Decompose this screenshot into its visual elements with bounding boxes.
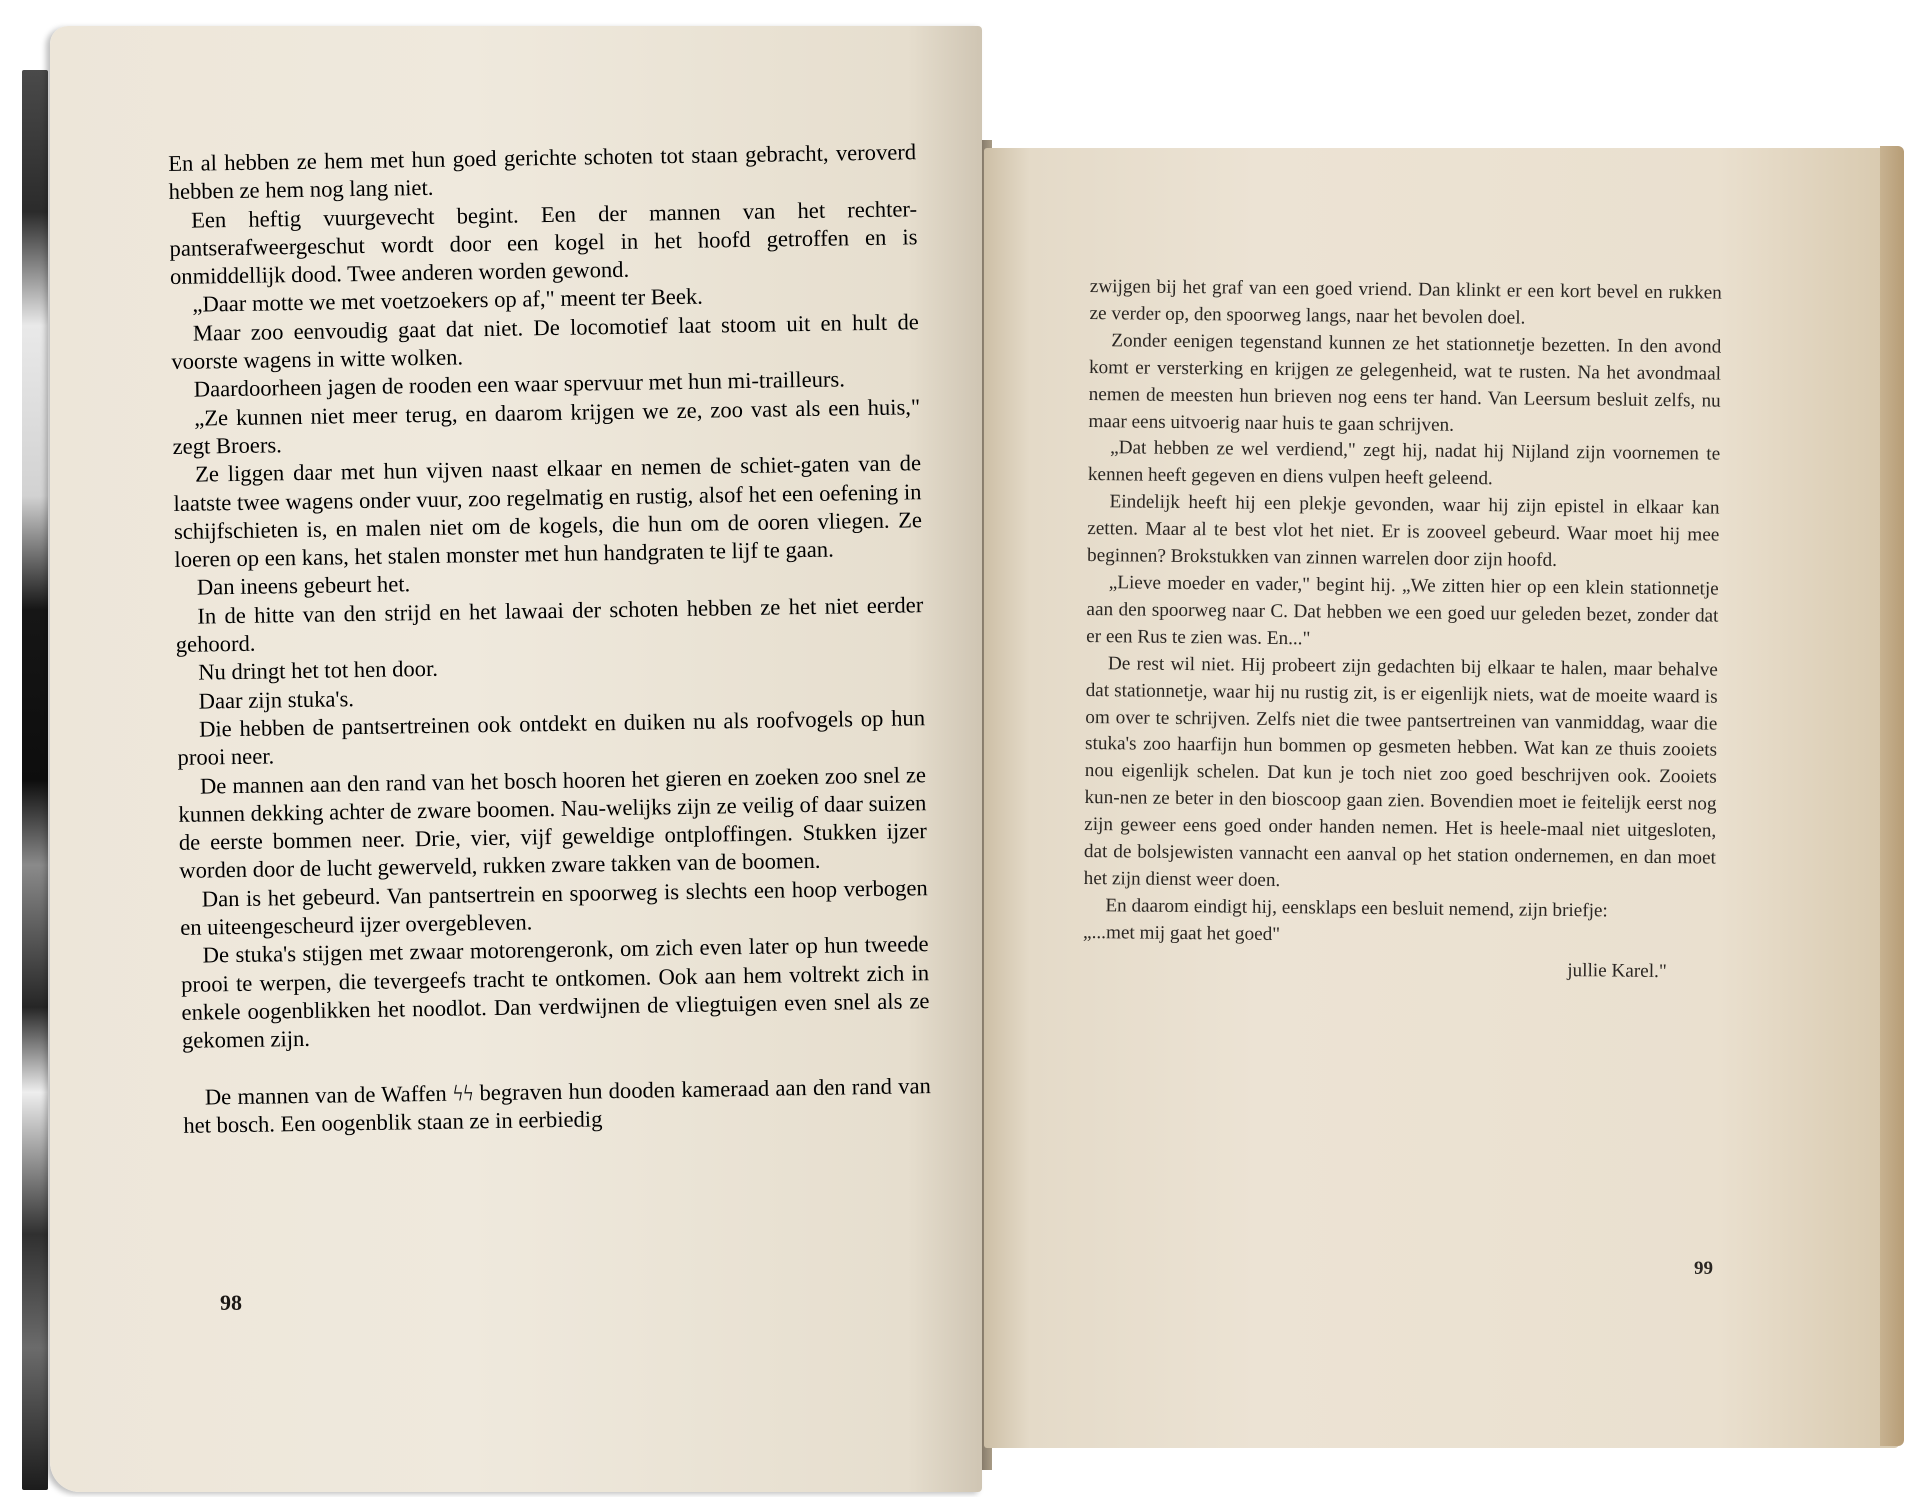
paragraph: Een heftig vuurgevecht begint. Een der mannen van het rechter-pantserafweergeschut wordt door een kogel in het hoofd getroffen en is onmiddellijk dood. Twee anderen worden gewond. (169, 195, 918, 290)
right-page-text (1083, 274, 1722, 986)
paragraph: De mannen van de Waffen ϟϟ begraven hun dooden kameraad aan den rand van het bosch. Een oogenblik staan ze in eerbiedig (183, 1072, 931, 1138)
paragraph: De rest wil niet. Hij probeert zijn gedachten bij elkaar te halen, maar behalve dat stationnetje, waar hij nu rustig zit, is er eigenlijk niets, wat de moeite waard is om over te schrijven. Zelfs niet die twee pantsertreinen van vanmiddag, waar die stuka's zoo haarfijn hun bommen op gesmeten hebben. Wat kan ze thuis zooiets nou eigenlijk schelen. Dat kun je toch niet zoo goed beschrijven ook. Zooiets kun-nen ze beter in den bioscoop gaan zien. Bovendien moet ie feitelijk eerst nog zijn geweer eens goed onder handen nemen. Het is heele-maal niet uitgesloten, dat de bolsjewisten vannacht een aanval op het station ondernemen, en dan moet het zijn dienst weer doen. (1083, 652, 1718, 891)
paragraph: „Ze kunnen niet meer terug, en daarom krijgen we ze, zoo vast als een huis," zegt Broers. (172, 393, 921, 459)
paragraph: In de hitte van den strijd en het lawaai der schoten hebben ze het niet eerder gehoord. (175, 591, 924, 657)
paragraph: „Dat hebben ze wel verdiend," zegt hij, nadat hij Nijland zijn voornemen te kennen heeft gegeven en diens vulpen heeft geleend. (1087, 437, 1721, 490)
paragraph: Dan is het gebeurd. Van pantsertrein en spoorweg is slechts een hoop verbogen en uiteengescheurd ijzer overgebleven. (180, 874, 928, 940)
paragraph: zwijgen bij het graf van een goed vriend. Dan klinkt er een kort bevel en rukken ze verder op, den spoorweg langs, naar het bevolen doel. (1089, 275, 1722, 329)
paragraph: „...met mij gaat het goed" (1082, 921, 1281, 945)
paragraph: Daardoorheen jagen de rooden een waar spervuur met hun mi-trailleurs. (193, 366, 846, 402)
page-number-right: 99 (1694, 1258, 1713, 1279)
paragraph: Die hebben de pantsertreinen ook ontdekt en duiken nu als roofvogels op hun prooi neer. (177, 705, 926, 771)
paragraph: Nu dringt het tot hen door. (198, 656, 439, 685)
paragraph: En al hebben ze hem met hun goed gerichte schoten tot staan gebracht, veroverd hebben ze hem nog lang niet. (168, 139, 917, 205)
page-number-left: 98 (220, 1290, 242, 1315)
paragraph: Daar zijn stuka's. (198, 685, 355, 714)
letter-signature: jullie Karel." (1567, 959, 1667, 982)
paragraph: Eindelijk heeft hij een plekje gevonden, waar hij zijn epistel in elkaar kan zetten. Maar al te best vlot het niet. Er is zooveel gebeurd. Waar moet hij mee beginnen? Brokstukken van zinnen warrelen door zijn hoofd. (1086, 491, 1720, 571)
paragraph: De mannen aan den rand van het bosch hooren het gieren en zoeken zoo snel ze kunnen dekking achter de zware boomen. Nau-welijks zijn ze veilig of daar suizen de eerste bommen neer. Drie, vier, vijf geweldige ontploffingen. Stukken ijzer worden door de lucht gewerveld, rukken zware takken van de boomen. (178, 761, 927, 884)
paragraph: En daarom eindigt hij, eensklaps een besluit nemend, zijn briefje: (1105, 895, 1608, 922)
background-photo-strip (22, 70, 48, 1490)
paragraph: Maar zoo eenvoudig gaat dat niet. De locomotief laat stoom uit en hult de voorste wagens in witte wolken. (171, 309, 919, 375)
paragraph: „Daar motte we met voetzoekers op af," meent ter Beek. (192, 284, 704, 318)
left-page-text (168, 138, 931, 1140)
paragraph: Zonder eenigen tegenstand kunnen ze het stationnetje bezetten. In den avond komt er versterking en krijgen ze gelegenheid, wat te rusten. Na het avondmaal nemen de meesten hun brieven nog eens ter hand. Van Leersum besluit zelfs, nu maar eens uitvoerig naar huis te gaan schrijven. (1088, 330, 1722, 436)
paragraph: Dan ineens gebeurt het. (196, 571, 411, 601)
paragraph: Ze liggen daar met hun vijven naast elkaar en nemen de schiet-gaten van de laatste twee wagens onder vuur, zoo regelmatig en rustig, alsof het een oefening in schijfschieten is, en malen niet om de kogels, die hun om de ooren vliegen. Ze loeren op een kans, het stalen monster met hun handgraten te lijf te gaan. (173, 450, 923, 573)
right-page-edge (1880, 146, 1904, 1446)
paragraph: „Lieve moeder en vader," begint hij. „We zitten hier op een klein stationnetje aan den spoorweg naar C. Dat hebben we een goed uur geleden bezet, zonder dat er een Rus te zien was. En..." (1086, 572, 1719, 650)
paragraph: De stuka's stijgen met zwaar motorengeronk, om zich even later op hun tweede prooi te werpen, die tevergeefs tracht te ontkomen. Ook aan hem voltrekt zich in enkele oogenblikken het noodlot. Dan verdwijnen de vliegtuigen even snel als ze gekomen zijn. (180, 931, 930, 1054)
